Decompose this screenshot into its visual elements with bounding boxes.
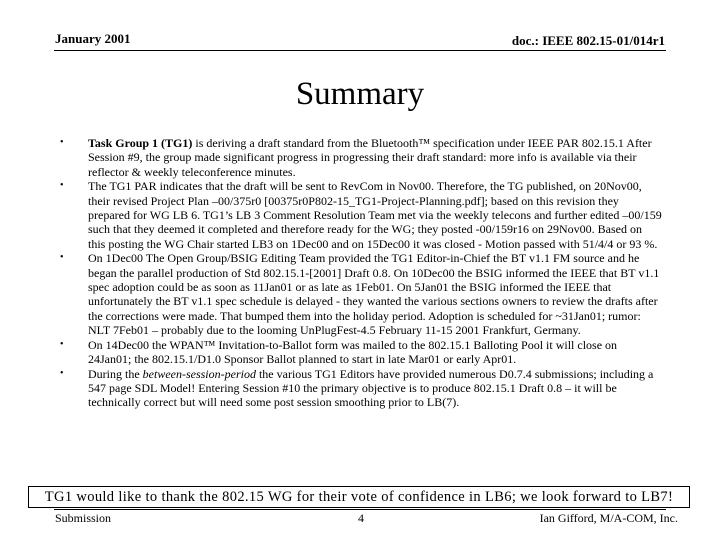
footer-rule <box>54 509 666 510</box>
bullet-item <box>58 338 662 367</box>
bullet-item <box>58 251 662 337</box>
thanks-note-box: TG1 would like to thank the 802.15 WG for their vote of confidence in LB6; we look forward to LB7! <box>28 486 690 508</box>
bullet-item <box>58 136 662 179</box>
footer-submission: Submission <box>55 511 112 525</box>
bullet-emphasis: between-session-period <box>142 366 256 381</box>
bullet-marker: • <box>60 180 64 192</box>
bullet-text-post: the various TG1 Editors have provided numerous D0.7.4 submissions; including a 547 page SDL Model! Entering Session #10 the primary objective is to produce 802.15.1 Draft 0.8 – it will be technically correct but will need some post session smoothing prior to LB(7). <box>88 366 654 410</box>
bullet-text: The TG1 PAR indicates that the draft will be sent to RevCom in Nov00. Therefore, the TG published, on 20Nov00, their revised Project Plan –00/375r0 [00375r0P802-15_TG1-Project-Planning.pdf]; based on this revision they prepared for WG LB 6. TG1’s LB 3 Comment Resolution Team met via the weekly telecons and further edited –00/159 such that they deemed it completed and therefore ready for the WG; they posted -00/159r16 on 29Nov00. Based on this posting the WG Chair started LB3 on 1Dec00 and on 15Dec00 it was closed - Motion passed with 51/4/4 or 93 %. <box>88 179 662 251</box>
bullet-item <box>58 179 662 251</box>
footer-page-number: 4 <box>358 511 364 525</box>
bullet-text-pre: During the <box>88 366 143 381</box>
bullet-marker: • <box>60 252 64 264</box>
slide-title: Summary <box>295 76 425 112</box>
bullet-item <box>58 367 662 410</box>
bullet-list <box>58 136 662 410</box>
header-rule <box>54 50 666 51</box>
bullet-lead: Task Group 1 (TG1) <box>88 136 193 150</box>
header-doc-id: doc.: IEEE 802.15-01/014r1 <box>511 33 665 48</box>
header-date: January 2001 <box>55 31 131 46</box>
bullet-text: On 14Dec00 the WPAN™ Invitation-to-Ballot form was mailed to the 802.15.1 Balloting Pool it will close on 24Jan01; the 802.15.1/D1.0 Sponsor Ballot planned to start in late Mar01 or early Apr01. <box>88 337 618 367</box>
bullet-text: is deriving a draft standard from the Bluetooth™ specification under IEEE PAR 802.15.1 After Session #9, the group made significant progress in progressing their draft standard: more info is available via their reflector & weekly teleconference minutes. <box>88 136 652 179</box>
bullet-text: On 1Dec00 The Open Group/BSIG Editing Team provided the TG1 Editor-in-Chief the BT v1.1 FM source and he began the parallel production of Std 802.15.1-[2001] Draft 0.8. On 10Dec00 the BSIG informed the IEEE that BT v1.1 spec adoption could be as soon as 11Jan01 or as late as 1Feb01. On 5Jan01 the BSIG informed the IEEE that unfortunately the BT v1.1 spec schedule is delayed - they wanted the various sections owners to review the drafts after the corrections were made. That bumped them into the holiday period. Adoption is scheduled for ~31Jan01; rumor: NLT 7Feb01 – probably due to the looming UnPlugFest-4.5 February 11-15 2001 Frankfurt, Germany. <box>88 251 660 338</box>
bullet-marker: • <box>60 137 64 148</box>
bullet-marker: • <box>60 367 64 379</box>
bullet-marker: • <box>60 338 64 350</box>
footer-author: Ian Gifford, M/A-COM, Inc. <box>539 511 678 525</box>
